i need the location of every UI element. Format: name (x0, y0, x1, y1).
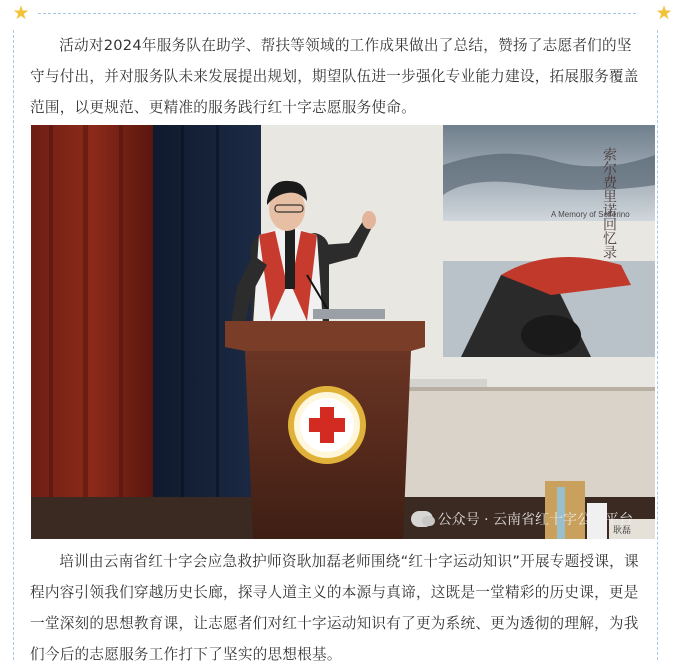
paragraph-text: 活动对2024年服务队在助学、帮扶等领域的工作成果做出了总结，赞扬了志愿者们的坚守与付出，并对服务队未来发展提出规划，期望队伍进一步强化专业能力建设，拓展服务覆盖范围，以更规范、更精准的服务践行红十字志愿服务使命。 (30, 37, 639, 116)
slide-title: 索尔费里诺回忆录 (601, 147, 617, 259)
star-icon: ★ (655, 2, 673, 24)
name-card-text: 耿磊 (613, 526, 632, 536)
wechat-icon (411, 511, 433, 527)
watermark-text: 公众号 · 云南省红十字公益平台 (437, 512, 633, 528)
top-divider (38, 13, 636, 14)
red-cross-emblem (291, 389, 363, 461)
photo-watermark (411, 509, 633, 529)
paragraph-training (30, 546, 642, 670)
paragraph-text: 培训由云南省红十字会应急救护师资耿加磊老师围绕“红十字运动知识”开展专题授课，课程内容引领我们穿越历史长廊，探寻人道主义的本源与真谛，这既是一堂精彩的历史课，更是一堂深刻的思想教育课，让志愿者们对红十字运动知识有了更为系统、更为透彻的理解，为我们今后的志愿服务工作打下了坚实的思想根基。 (30, 553, 639, 663)
slide-subtitle: A Memory of Solferino (551, 210, 630, 219)
left-border (13, 30, 14, 660)
photo-illustration (31, 125, 655, 539)
event-photo (31, 125, 655, 539)
paragraph-summary (30, 30, 642, 123)
right-border (657, 30, 658, 660)
star-icon: ★ (12, 2, 30, 24)
